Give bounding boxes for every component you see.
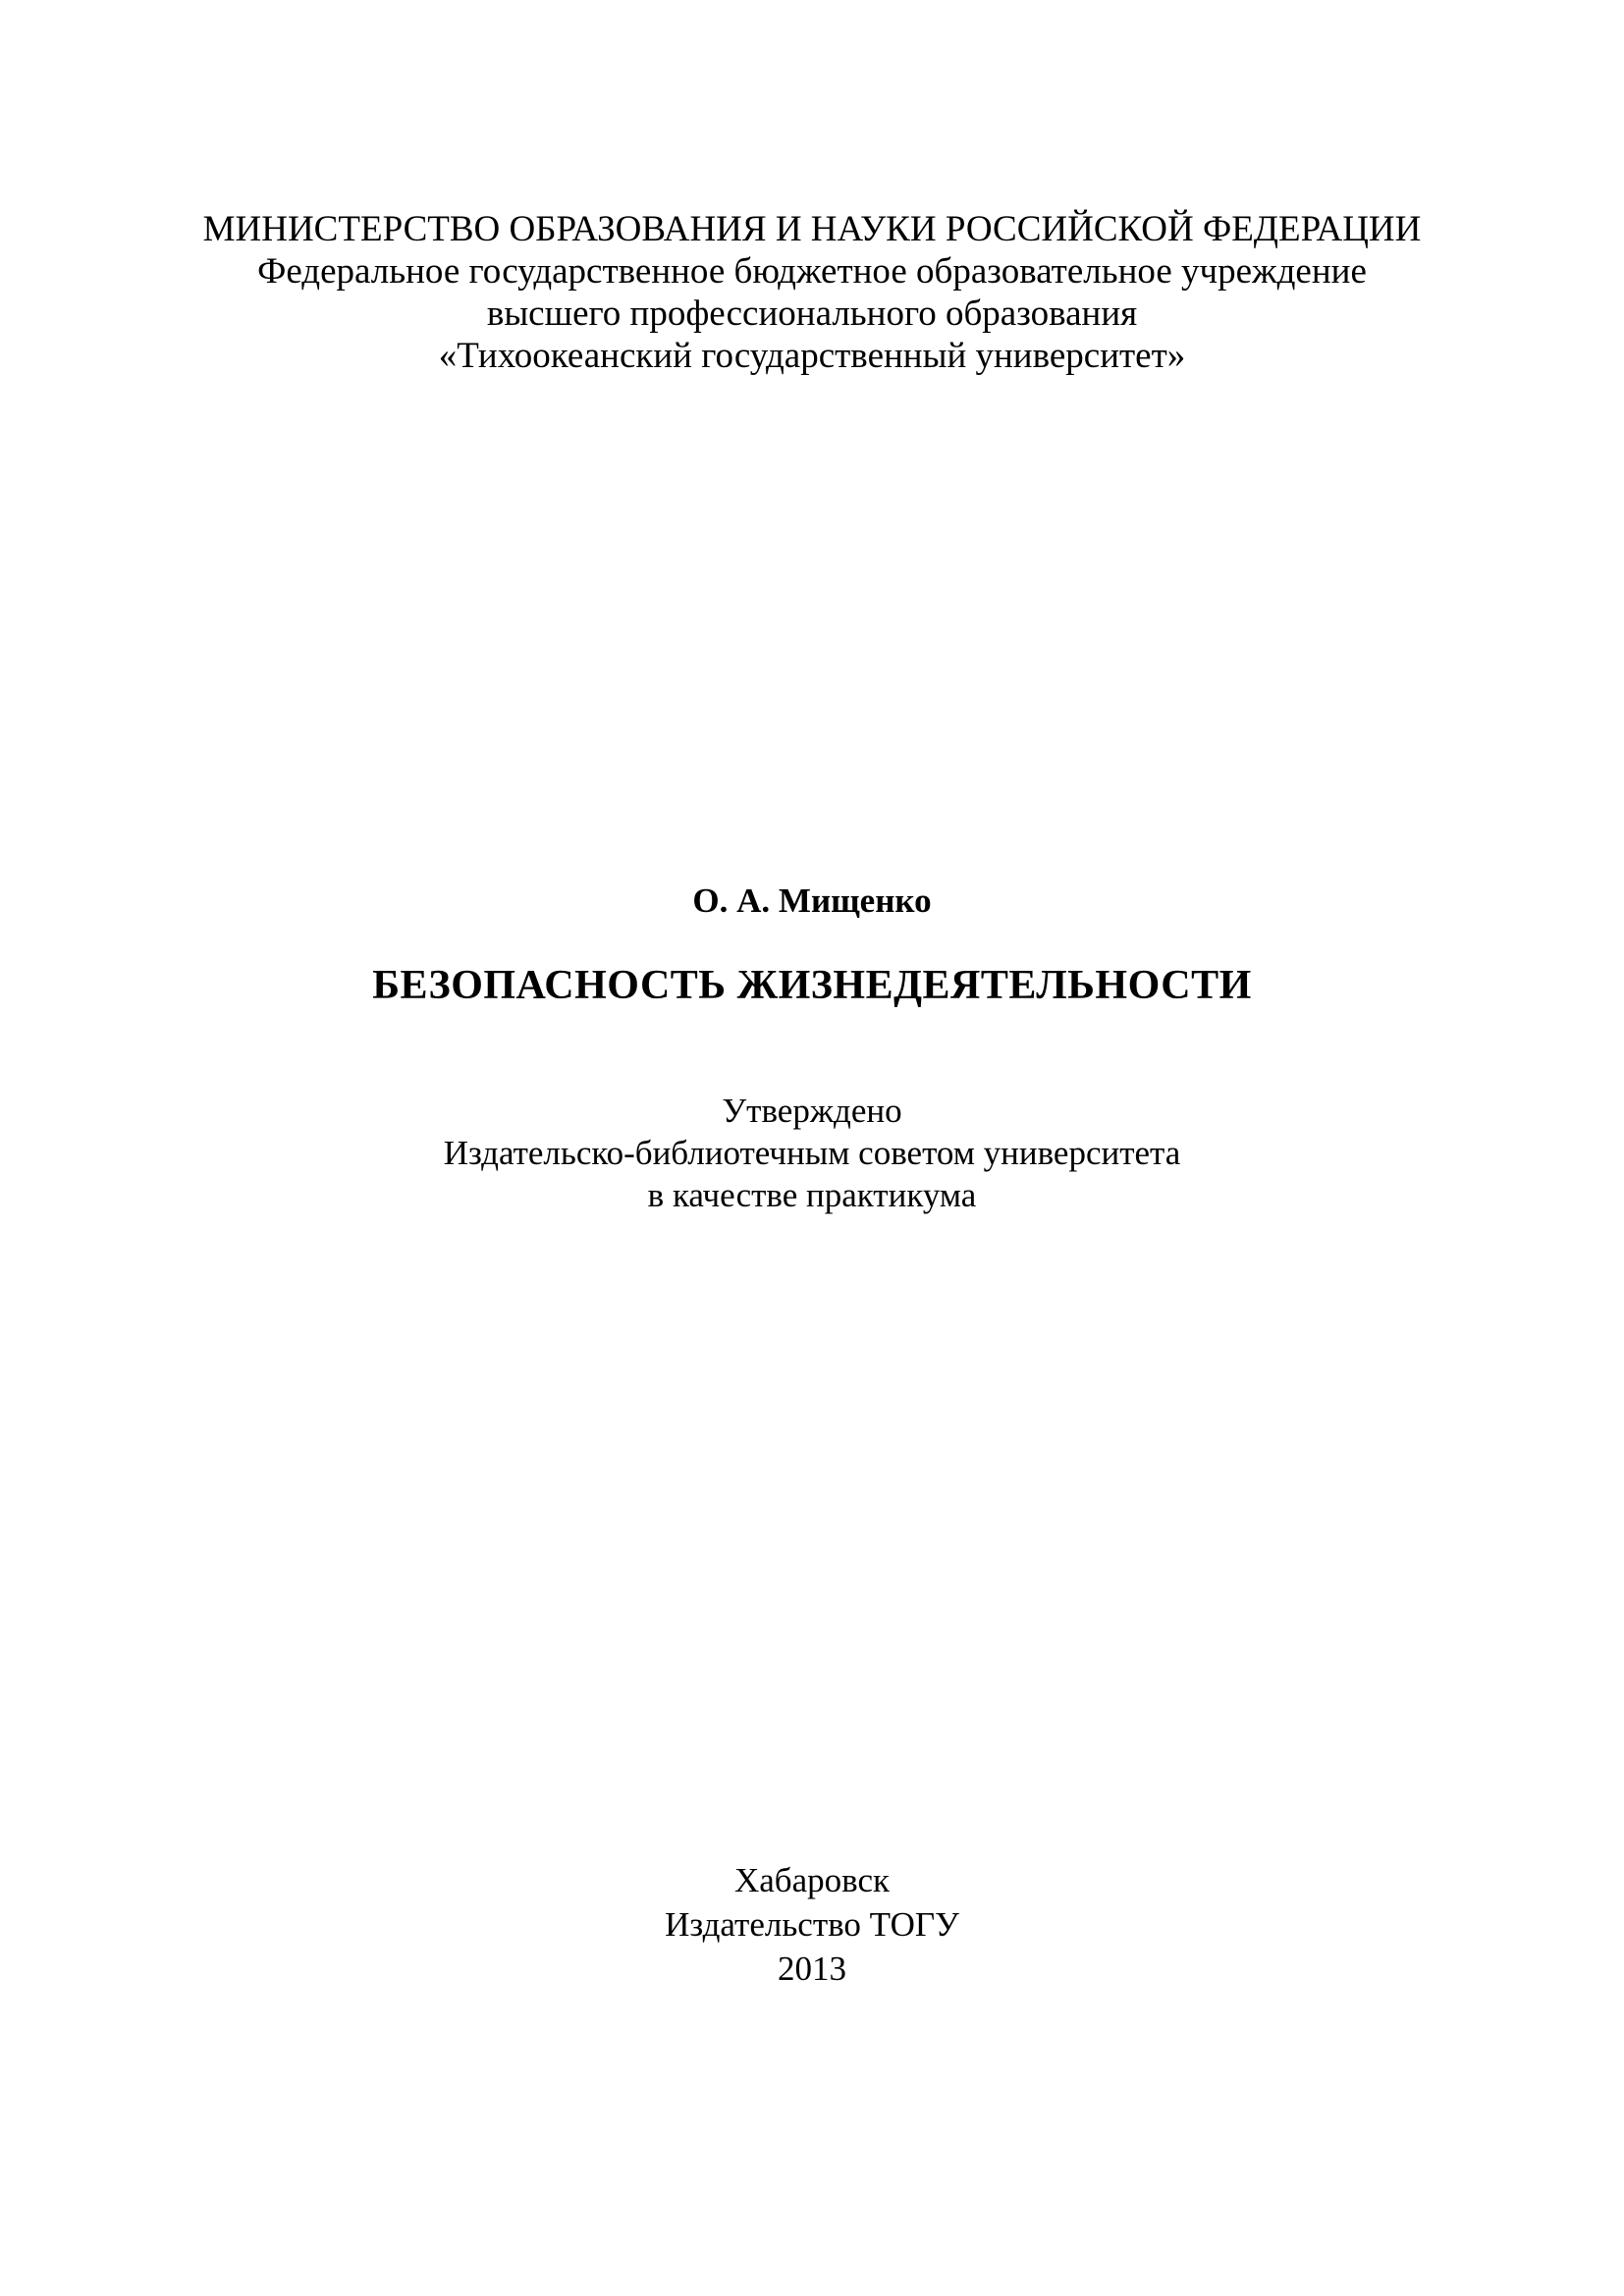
document-title: БЕЗОПАСНОСТЬ ЖИЗНЕДЕЯТЕЛЬНОСТИ: [372, 963, 1252, 1008]
imprint-publisher: Издательство ТОГУ: [665, 1905, 959, 1944]
approval-line-2: Издательско-библиотечным советом университета: [443, 1134, 1181, 1172]
imprint-city: Хабаровск: [733, 1861, 890, 1899]
university-name: «Тихоокеанский государственный университет»: [438, 336, 1186, 376]
approval-line-3: в качестве практикума: [647, 1176, 977, 1214]
approval-line-1: Утверждено: [722, 1092, 902, 1130]
ministry-name: МИНИСТЕРСТВО ОБРАЗОВАНИЯ И НАУКИ РОССИЙСКОЙ ФЕДЕРАЦИИ: [202, 209, 1422, 249]
institution-header: [0, 208, 1624, 377]
imprint: [0, 1858, 1624, 1991]
author-name: О. А. Мищенко: [692, 881, 932, 920]
imprint-year: 2013: [778, 1949, 846, 1988]
institution-type: Федеральное государственное бюджетное образовательное учреждение: [257, 251, 1367, 292]
approval-note: [0, 1090, 1624, 1216]
institution-level: высшего профессионального образования: [486, 294, 1138, 334]
